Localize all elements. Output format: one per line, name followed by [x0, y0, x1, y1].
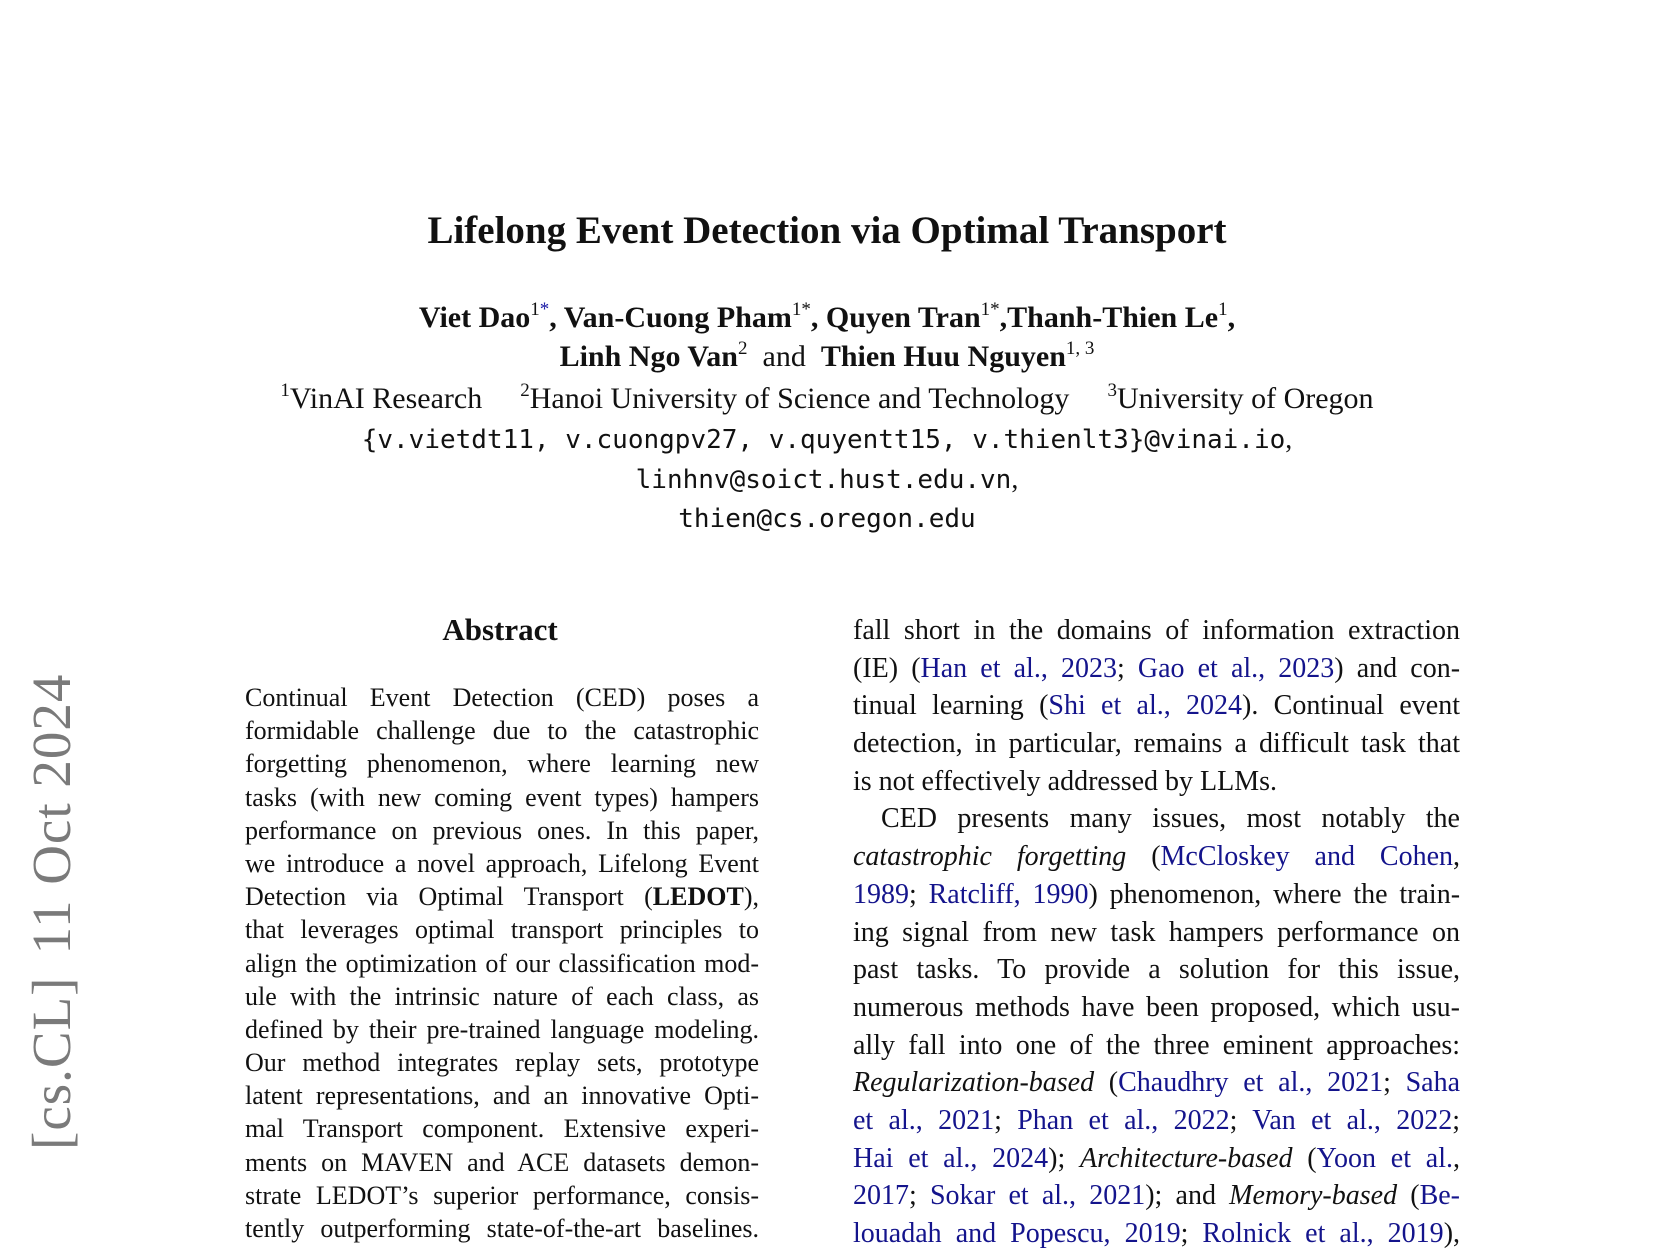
citation-link[interactable]: Yoon et al.: [1316, 1142, 1453, 1174]
citation-link[interactable]: et al., 2021: [853, 1104, 995, 1136]
affiliation: Hanoi University of Science and Technology: [529, 382, 1070, 415]
citation-link[interactable]: Han et al., 2023: [920, 652, 1117, 684]
author-name: Quyen Tran: [825, 301, 981, 334]
citation-link[interactable]: 2017: [853, 1180, 909, 1212]
email: {v.vietdt11, v.cuongpv27, v.quyentt15, v.thienlt3}@vinai.io: [361, 425, 1286, 455]
citation-link[interactable]: Shi et al., 2024: [1048, 690, 1243, 722]
citation-link[interactable]: Gao et al., 2023: [1137, 652, 1335, 684]
author-name: Van-Cuong Pham: [563, 301, 792, 334]
author-list: [0, 298, 1654, 376]
arxiv-stamp: [20, 674, 83, 1150]
affiliation: VinAI Research: [289, 382, 483, 415]
author-line-1: Viet Dao$^{1*}$, Van-Cuong Pham$^{1*}$, Quyen Tran$^{1*}$,Thanh-Thien Le$^1$,: [418, 299, 1236, 334]
emails: {v.vietdt11, v.cuongpv27, v.quyentt15, v.thienlt3}@vinai.io, linhnv@soict.hust.edu.vn, thien@cs.oregon.edu: [361, 424, 1293, 534]
citation-link[interactable]: louadah and Popescu, 2019: [853, 1218, 1181, 1249]
citation-link[interactable]: Sokar et al., 2021: [929, 1180, 1146, 1212]
abstract-body: Continual Event Detection (CED) poses a formidable challenge due to the catastrophic forgetting phenomenon, where learning new tasks (with new coming event types) hampers performance on previous ones. In this paper, we introduce a novel approach, Lifelong Event Detection via Optimal Transport (LEDOT), that leverages optimal transport principles to align the optimization of our classification mod- ule with the intrinsic nature of each class, as defined by their pre-trained language modeling. Our method integrates replay sets, prototype latent representations, and an innovative Opti- mal Transport component. Extensive experi- ments on MAVEN and ACE datasets demon- strate LEDOT’s superior performance, consis- tently outperforming state-of-the-art baselines.: [245, 683, 759, 1243]
arxiv-category: [cs.CL]: [21, 976, 82, 1150]
intro-column: fall short in the domains of information extraction (IE) (Han et al., 2023; Gao et al., 2023) and con- tinual learning (Shi et al., 2024). Continual event detection, in particular, remains a difficult task that is not effectively addressed by LLMs. CED presents many issues, most notably the catastrophic forgetting (McCloskey and Cohen, 1989; Ratcliff, 1990) phenomenon, where the train- ing signal from new task hampers performance on past tasks. To provide a solution for this issue, numerous methods have been proposed, which usu- ally fall into one of the three eminent approaches: Regularization-based (Chaudhry et al., 2021; Saha et al., 2021; Phan et al., 2022; Van et al., 2022; Hai et al., 2024); Architecture-based (Yoon et al., 2017; Sokar et al., 2021); and Memory-based (Be- louadah and Popescu, 2019; Rolnick et al., 2019),: [853, 615, 1461, 1249]
citation-link[interactable]: 1989: [853, 878, 909, 910]
footnote-link[interactable]: *: [539, 299, 550, 320]
citation-link[interactable]: Van et al., 2022: [1252, 1104, 1453, 1136]
citation-link[interactable]: Saha: [1405, 1067, 1460, 1099]
citation-link[interactable]: Ratcliff, 1990: [928, 878, 1089, 910]
author-name: Thien Huu Nguyen: [820, 340, 1066, 373]
author-name: Viet Dao: [418, 301, 531, 334]
author-line-2: Linh Ngo Van$^2$ and Thien Huu Nguyen$^{1, 3}$: [559, 338, 1095, 373]
citation-link[interactable]: Phan et al., 2022: [1017, 1104, 1230, 1136]
method-name: LEDOT: [652, 882, 744, 912]
citation-link[interactable]: Be-: [1419, 1180, 1461, 1212]
citation-link[interactable]: Rolnick et al., 2019: [1202, 1218, 1444, 1249]
email: linhnv@soict.hust.edu.vn: [635, 465, 1012, 495]
citation-link[interactable]: McCloskey and Cohen: [1160, 841, 1454, 873]
paper-title: Lifelong Event Detection via Optimal Transport: [427, 209, 1227, 252]
author-name: Linh Ngo Van: [559, 340, 738, 373]
and-word: and: [762, 340, 806, 373]
author-name: Thanh-Thien Le: [1007, 301, 1219, 334]
citation-link[interactable]: Hai et al., 2024: [853, 1142, 1049, 1174]
affiliations: $^1$VinAI Research $^2$Hanoi University of Science and Technology $^3$University of Oregon: [280, 380, 1374, 415]
affiliation: University of Oregon: [1116, 382, 1374, 415]
arxiv-date: 11 Oct 2024: [21, 673, 82, 955]
abstract-heading: Abstract: [442, 612, 558, 647]
email: thien@cs.oregon.edu: [678, 504, 976, 534]
citation-link[interactable]: Chaudhry et al., 2021: [1118, 1067, 1384, 1099]
